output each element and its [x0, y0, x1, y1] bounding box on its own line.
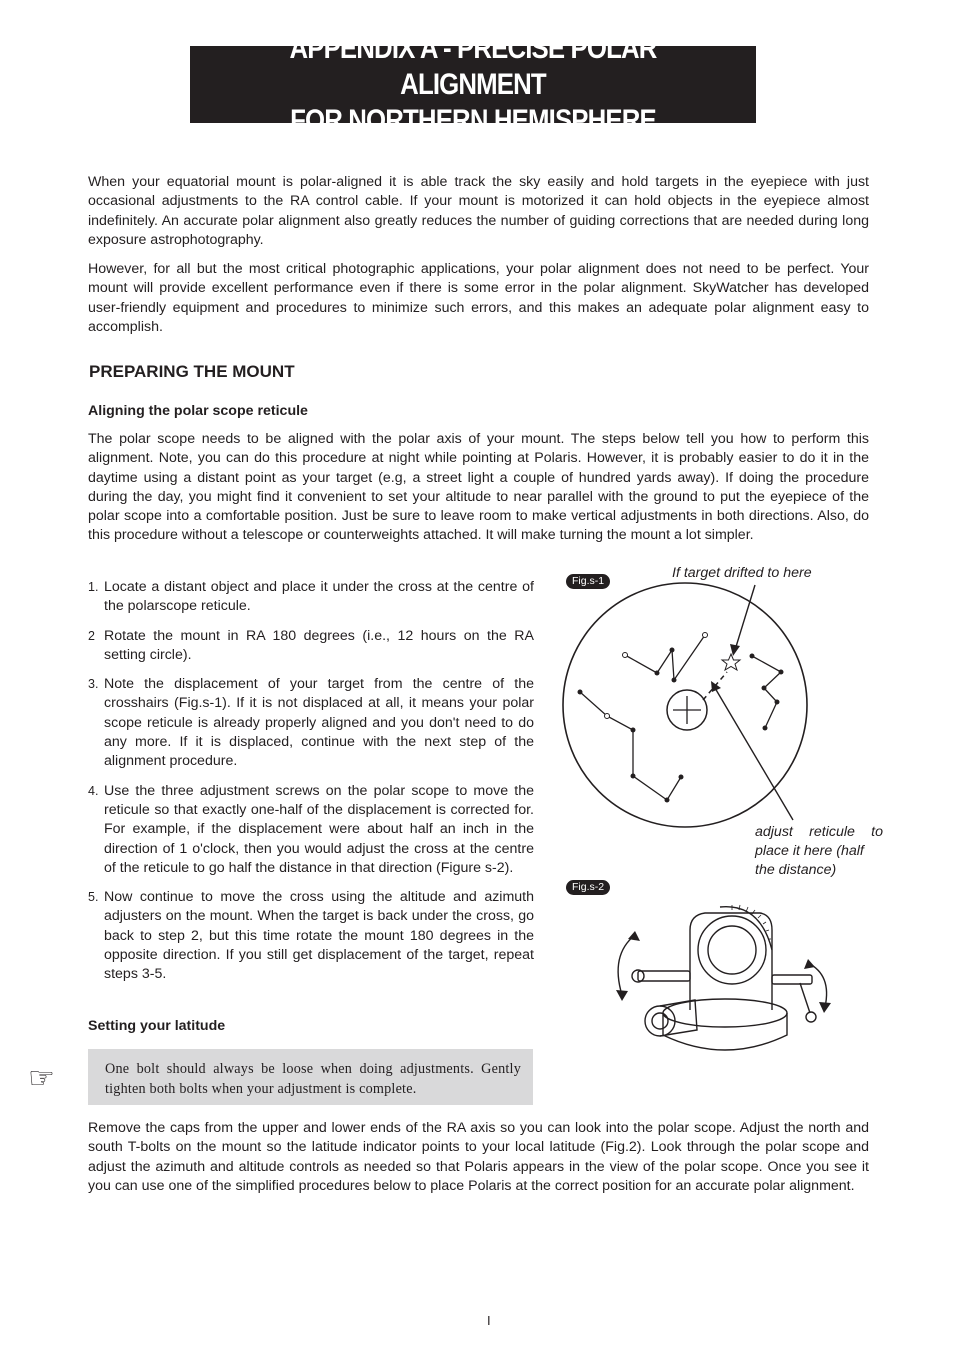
- list-item: [88, 627, 534, 666]
- fig-s1-caption-bottom: [755, 823, 883, 880]
- step-number: 2: [88, 628, 95, 643]
- section-heading: PREPARING THE MOUNT: [89, 362, 295, 381]
- note-text: One bolt should always be loose when doing adjustments. Gently tighten both bolts when your adjustment is complete.: [105, 1061, 521, 1097]
- intro-paragraph-1: When your equatorial mount is polar-aligned it is able track the sky easily and hold targets in the eyepiece with just occasional adjustments to the RA control cable. If your mount is motorized it can hold objects in the eyepiece almost indefinitely. An accurate polar alignment also greatly reduces the number of guiding corrections that are needed during long exposure astrophotography.: [88, 174, 869, 248]
- step-number: 3.: [88, 677, 99, 692]
- pointing-hand-icon: ☞: [28, 1062, 55, 1095]
- list-item: [88, 782, 534, 878]
- fig-s1-reticule-diagram: [555, 580, 815, 830]
- step-text: Now continue to move the cross using the altitude and azimuth adjusters on the mount. When the target is back under the cross, go back to step 2, but this time rotate the mount 180 degrees in the opposite direction. If you still get displacement of the target, repeat steps 3-5.: [104, 889, 534, 983]
- step-number: 4.: [88, 783, 99, 798]
- fig-s2-mount-diagram: [600, 895, 840, 1060]
- list-item: [88, 578, 534, 617]
- alignment-steps: [88, 578, 534, 995]
- fig-s1-caption-top: If target drifted to here: [672, 565, 812, 581]
- step-text: Locate a distant object and place it under the cross at the centre of the polarscope reticule.: [104, 579, 534, 615]
- latitude-paragraph: Remove the caps from the upper and lower ends of the RA axis so you can look into the polar scope. Adjust the north and south T-bolts on the mount so the latitude indicator points to your local latitude (Fig.2). Look through the polar scope and adjust the azimuth and altitude controls as needed so that Polaris appears in the view of the polar scope. Once you see it you can use one of the simplified procedures below to place Polaris at the correct position for an accurate polar alignment.: [88, 1120, 869, 1194]
- intro-paragraph-2: However, for all but the most critical photographic applications, your polar alignment does not need to be perfect. Your mount will provide excellent performance even if there is some error in the polar alignment. SkyWatcher has developed user-friendly equipment and procedures to minimize such errors, and this makes an adequate polar alignment easy to accomplish.: [88, 261, 869, 335]
- fig-s1-caption-bottom-line-1: adjust reticule to: [755, 824, 883, 840]
- fig-s1-caption-bottom-line-2: place it here (half: [755, 843, 864, 859]
- note-box: [88, 1049, 533, 1105]
- page-number: I: [487, 1313, 491, 1328]
- subheading-latitude: Setting your latitude: [88, 1018, 226, 1034]
- list-item: [88, 888, 534, 984]
- step-text: Use the three adjustment screws on the polar scope to move the reticule so that exactly one-half of the displacement is corrected for. For example, if the displacement were about half an inch in the direction of 1 o'clock, then you would adjust the cross at the centre of the reticule to go half the distance in that direction (Figure s-2).: [104, 782, 534, 876]
- fig-s2-label: Fig.s-2: [566, 880, 610, 895]
- step-text: Note the displacement of your target from the centre of the crosshairs (Fig.s-1). If it is not displaced at all, it means your polar scope reticule is already properly aligned and you don't need to do any more. If it is displaced, continue with the next step of the alignment procedure.: [104, 676, 534, 770]
- reticule-paragraph: The polar scope needs to be aligned with the polar axis of your mount. The steps below tell you how to perform this alignment. Note, you can do this procedure at night while pointing at Polaris. However, it is probably easier to do it in the daytime using a distant point as your target (e.g, a street light a couple of hundred yards away). If doing the procedure during the day, you might find it convenient to set your altitude to near parallel with the ground to put the eyepiece of the polar scope into a comfortable position. Just be sure to leave room to make vertical adjustments in both directions. Also, do this procedure without a telescope or counterweights attached. It will make turning the mount a lot simpler.: [88, 431, 869, 544]
- title-banner: [190, 31, 756, 137]
- step-text: Rotate the mount in RA 180 degrees (i.e., 12 hours on the RA setting circle).: [104, 627, 534, 663]
- fig-s1-label: Fig.s-1: [566, 574, 610, 589]
- title-line-1: APPENDIX A - PRECISE POLAR ALIGNMENT: [289, 31, 657, 101]
- list-item: [88, 675, 534, 771]
- step-number: 5.: [88, 890, 99, 905]
- subheading-reticule: Aligning the polar scope reticule: [88, 403, 308, 419]
- title-line-2: FOR NORTHERN HEMISPHERE: [290, 103, 656, 137]
- step-number: 1.: [88, 580, 99, 594]
- fig-s1-caption-bottom-line-3: the distance): [755, 862, 837, 878]
